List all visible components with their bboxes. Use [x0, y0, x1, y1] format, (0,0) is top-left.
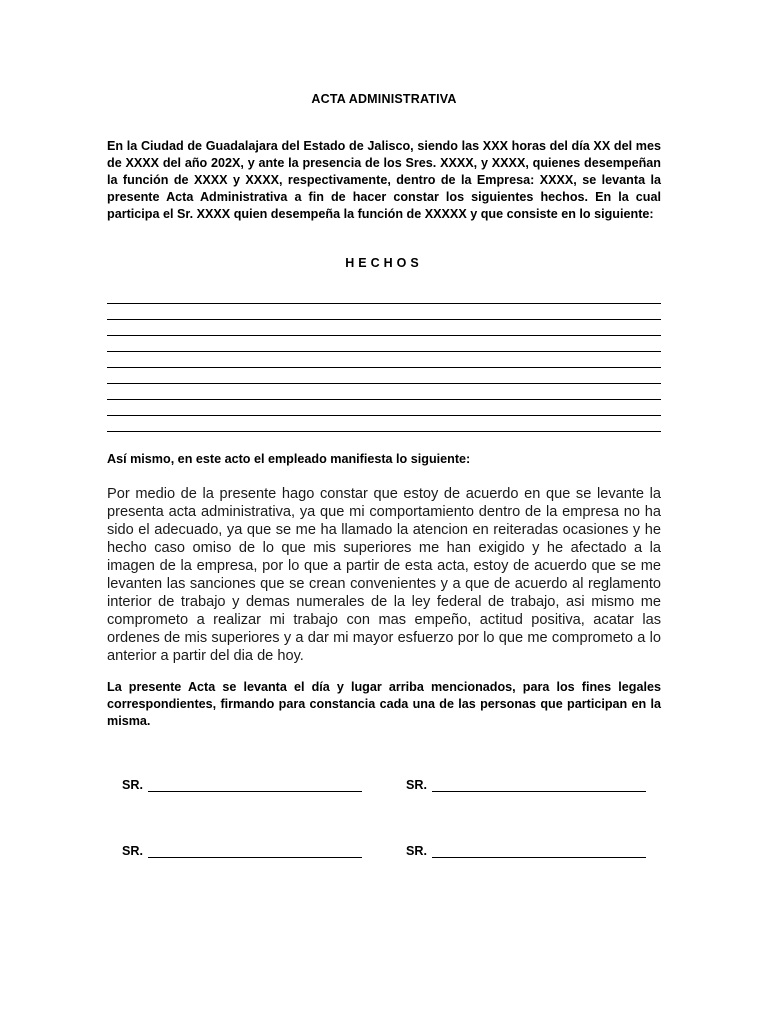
signature-field-2 [406, 778, 646, 792]
blank-line [107, 336, 661, 352]
asi-mismo-paragraph: Así mismo, en este acto el empleado manifiesta lo siguiente: [107, 452, 471, 466]
signature-field-1 [122, 778, 362, 792]
blank-line [107, 352, 661, 368]
signature-field-4 [406, 844, 646, 858]
signature-line [148, 779, 362, 792]
signature-label: SR. [406, 778, 427, 792]
blank-line [107, 288, 661, 304]
blank-line [107, 384, 661, 400]
signature-label: SR. [122, 844, 143, 858]
closing-paragraph: La presente Acta se levanta el día y lugar arriba mencionados, para los fines legales correspondientes, firmando para constancia cada una de las personas que participan en la misma. [107, 680, 661, 728]
signature-line [432, 779, 646, 792]
hechos-heading: HECHOS [345, 256, 423, 270]
signature-label: SR. [122, 778, 143, 792]
blank-line [107, 320, 661, 336]
document-title: ACTA ADMINISTRATIVA [311, 92, 457, 106]
blank-line [107, 400, 661, 416]
employee-statement: Por medio de la presente hago constar que estoy de acuerdo en que se levante la presenta acta administrativa, ya que mi comportamiento dentro de la empresa no ha sido el adecuado, ya que se me ha llamado la atencion en reiteradas ocasiones y he hecho caso omiso de lo que mis superiores me han exigido y he afectado a la imagen de la empresa, por lo que a partir de esta acta, estoy de acuerdo que se me levanten las sanciones que se crean convenientes y a que de acuerdo al reglamento interior de trabajo y demas numerales de la ley federal de trabajo, asi mismo me comprometo a realizar mi trabajo con mas empeño, actitud positiva, acatar las ordenes de mis superiores y a dar mi mayor esfuerzo por lo que me comprometo a lo anterior a partir del dia de hoy. [107, 486, 661, 664]
signature-label: SR. [406, 844, 427, 858]
blank-line [107, 416, 661, 432]
blank-line [107, 368, 661, 384]
hechos-blank-lines [107, 288, 661, 432]
blank-line [107, 304, 661, 320]
signature-line [432, 845, 646, 858]
signature-line [148, 845, 362, 858]
intro-paragraph: En la Ciudad de Guadalajara del Estado de Jalisco, siendo las XXX horas del día XX del mes de XXXX del año 202X, y ante la presencia de los Sres. XXXX, y XXXX, quienes desempeñan la función de XXXX y XXXX, respectivamente, dentro de la Empresa: XXXX, se levanta la presente Acta Administrativa a fin de hacer constar los siguientes hechos. En la cual participa el Sr. XXXX quien desempeña la función de XXXXX y que consiste en lo siguiente: [107, 139, 661, 221]
signature-field-3 [122, 844, 362, 858]
